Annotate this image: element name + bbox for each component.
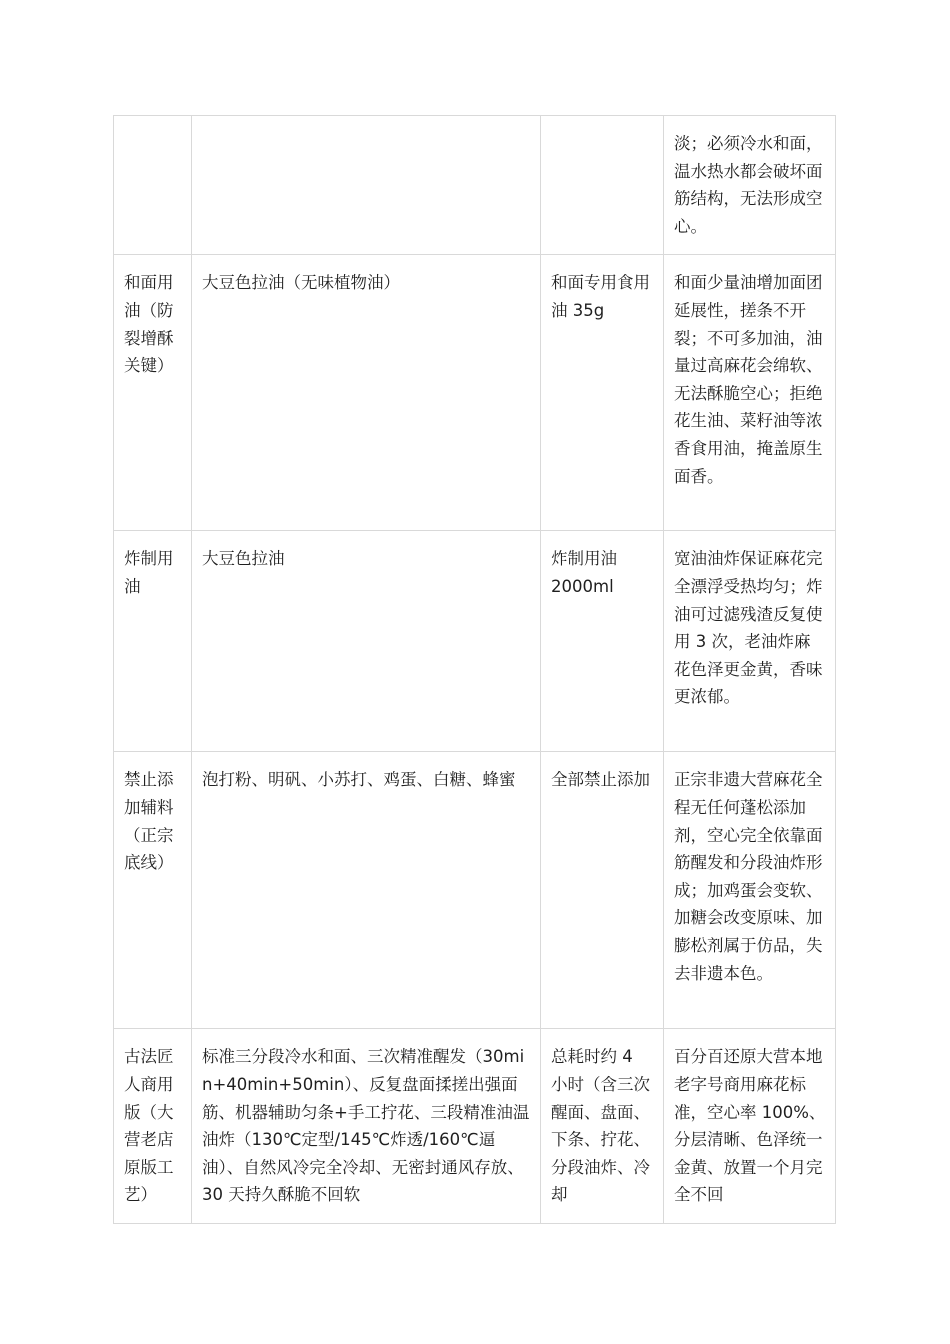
item-cell — [114, 1029, 192, 1224]
note-cell — [664, 752, 836, 1029]
note-text: 正宗非遗大营麻花全程无任何蓬松添加剂，空心完全依靠面筋醒发和分段油炸形成；加鸡蛋会变软、加糖会改变原味、加膨松剂属于仿品，失去非遗本色。 — [674, 770, 823, 983]
material-text: 大豆色拉油 — [202, 549, 285, 569]
note-text: 宽油油炸保证麻花完全漂浮受热均匀；炸油可过滤残渣反复使用 3 次，老油炸麻花色泽更金黄，香味更浓郁。 — [674, 549, 823, 707]
material-cell — [192, 752, 541, 1029]
amount-text: 总耗时约 4 小时（含三次醒面、盘面、下条、拧花、分段油炸、冷却 — [551, 1047, 650, 1205]
note-text: 淡；必须冷水和面，温水热水都会破坏面筋结构，无法形成空心。 — [674, 134, 823, 236]
table-container — [113, 115, 835, 1224]
table-row — [114, 531, 836, 752]
item-cell — [114, 752, 192, 1029]
material-cell — [192, 1029, 541, 1224]
table-row — [114, 752, 836, 1029]
amount-text: 全部禁止添加 — [551, 770, 650, 790]
material-text: 标准三分段冷水和面、三次精准醒发（30min+40min+50min）、反复盘面揉搓出强面筋、机器辅助匀条+手工拧花、三段精准油温油炸（130℃定型/145℃炸透/160℃逼油）、自然风冷完全冷却、无密封通风存放、30 天持久酥脆不回软 — [202, 1047, 530, 1205]
material-text: 泡打粉、明矾、小苏打、鸡蛋、白糖、蜂蜜 — [202, 770, 516, 790]
note-cell — [664, 116, 836, 255]
note-text: 百分百还原大营本地老字号商用麻花标准，空心率 100%、分层清晰、色泽统一金黄、放置一个月完全不回 — [674, 1047, 826, 1205]
material-cell — [192, 116, 541, 255]
item-cell — [114, 116, 192, 255]
item-text: 和面用油（防裂增酥关键） — [124, 273, 174, 376]
ingredient-table — [113, 115, 836, 1224]
amount-cell — [541, 1029, 664, 1224]
table-row — [114, 116, 836, 255]
note-cell — [664, 255, 836, 531]
material-cell — [192, 255, 541, 531]
note-cell — [664, 531, 836, 752]
amount-cell — [541, 531, 664, 752]
item-cell — [114, 531, 192, 752]
material-text: 大豆色拉油（无味植物油） — [202, 273, 400, 293]
amount-cell — [541, 255, 664, 531]
note-text: 和面少量油增加面团延展性，搓条不开裂；不可多加油，油量过高麻花会绵软、无法酥脆空心；拒绝花生油、菜籽油等浓香食用油，掩盖原生面香。 — [674, 273, 823, 486]
item-text: 古法匠人商用版（大营老店原版工艺） — [124, 1047, 174, 1205]
amount-text: 和面专用食用油 35g — [551, 273, 650, 320]
amount-cell — [541, 116, 664, 255]
note-cell — [664, 1029, 836, 1224]
material-cell — [192, 531, 541, 752]
amount-text: 炸制用油 2000ml — [551, 549, 617, 596]
table-row — [114, 1029, 836, 1224]
item-cell — [114, 255, 192, 531]
item-text: 禁止添加辅料（正宗底线） — [124, 770, 174, 873]
table-row — [114, 255, 836, 531]
item-text: 炸制用油 — [124, 549, 174, 596]
amount-cell — [541, 752, 664, 1029]
